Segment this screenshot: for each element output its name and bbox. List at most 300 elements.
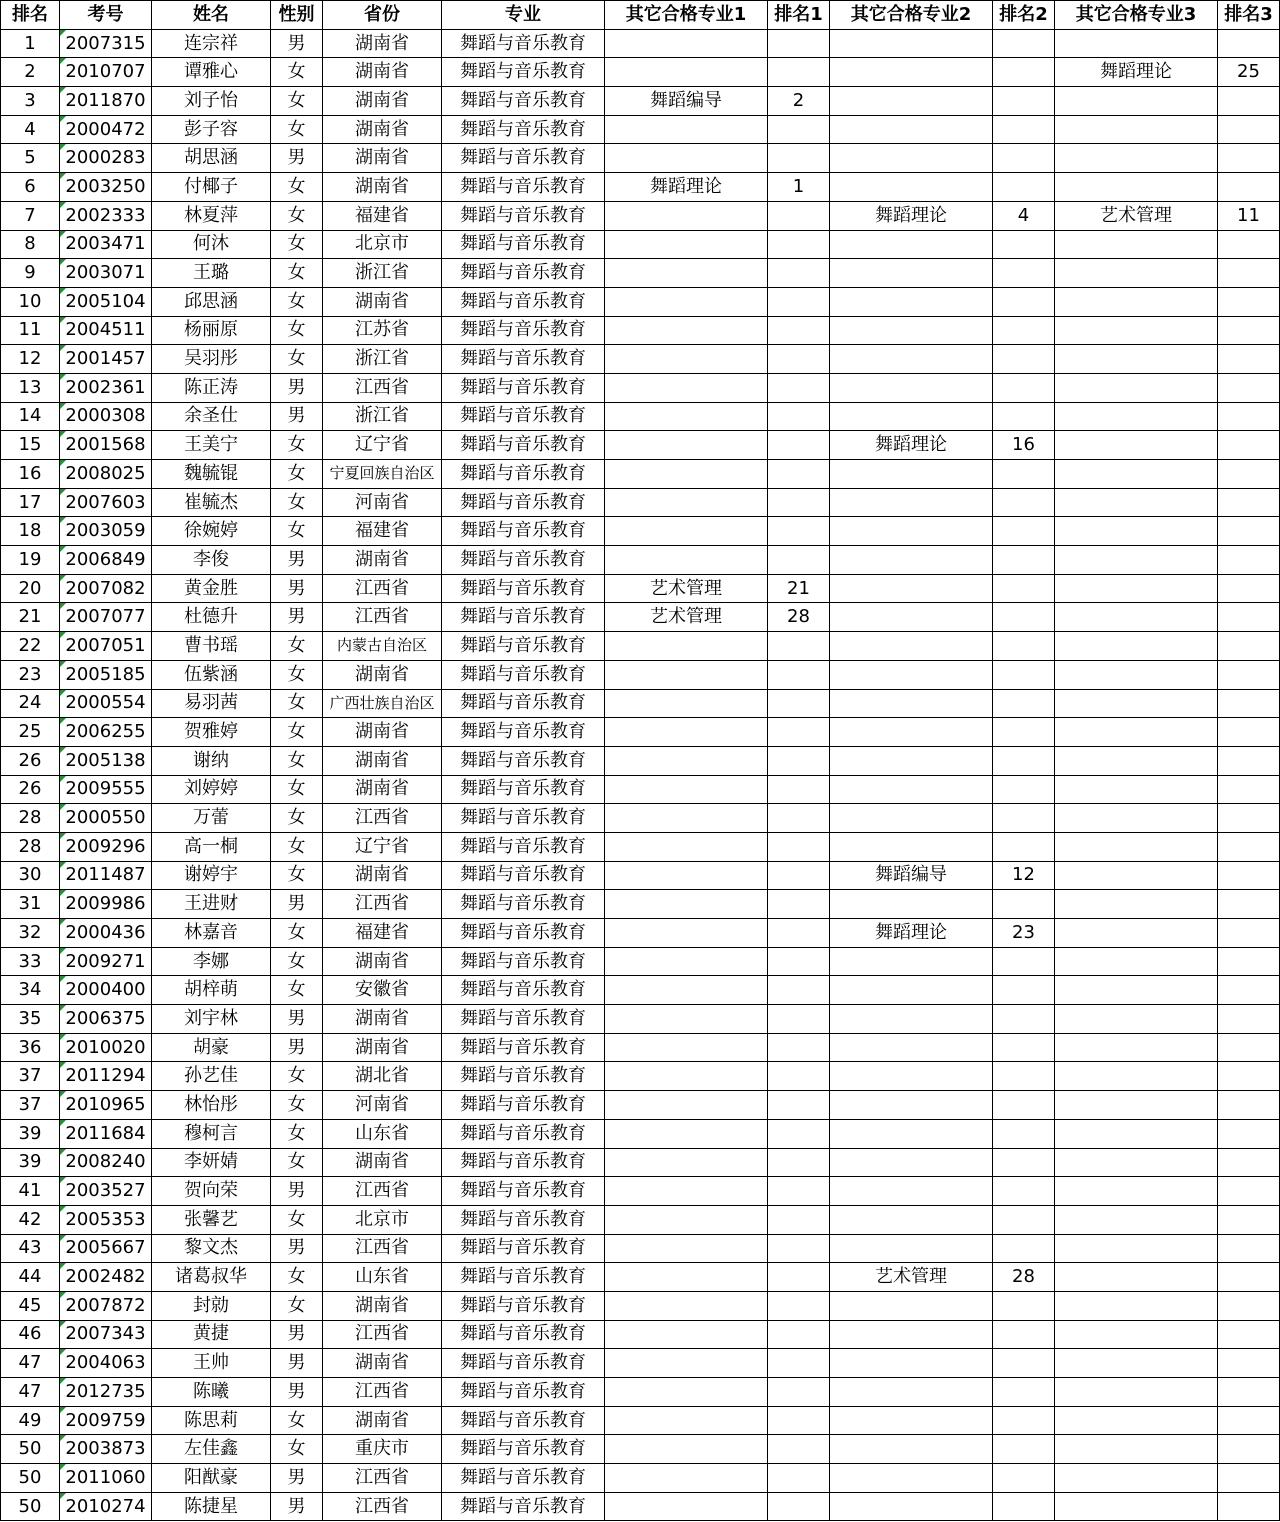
cell-rank-1[interactable]: 2 <box>768 87 830 116</box>
cell-name[interactable]: 易羽茜 <box>152 689 271 718</box>
cell-province[interactable]: 江西省 <box>323 1320 442 1349</box>
cell-rank[interactable]: 32 <box>1 919 60 948</box>
cell-rank-2[interactable]: 23 <box>993 919 1055 948</box>
cell-other-major-3[interactable] <box>1055 718 1218 747</box>
cell-other-major-1[interactable] <box>605 1464 768 1493</box>
cell-gender[interactable]: 男 <box>271 29 323 58</box>
cell-rank-3[interactable] <box>1218 890 1280 919</box>
cell-rank[interactable]: 37 <box>1 1062 60 1091</box>
cell-rank-1[interactable] <box>768 632 830 661</box>
cell-exam-id[interactable]: 2000550 <box>60 804 152 833</box>
header-gender[interactable]: 性别 <box>271 1 323 30</box>
cell-rank-3[interactable] <box>1218 488 1280 517</box>
cell-other-major-3[interactable] <box>1055 316 1218 345</box>
cell-rank-2[interactable] <box>993 1464 1055 1493</box>
cell-major[interactable]: 舞蹈与音乐教育 <box>442 660 605 689</box>
cell-rank-3[interactable] <box>1218 431 1280 460</box>
cell-gender[interactable]: 女 <box>271 345 323 374</box>
cell-exam-id[interactable]: 2009296 <box>60 832 152 861</box>
cell-gender[interactable]: 男 <box>271 890 323 919</box>
cell-other-major-1[interactable] <box>605 1378 768 1407</box>
cell-province[interactable]: 河南省 <box>323 1091 442 1120</box>
cell-rank-2[interactable] <box>993 947 1055 976</box>
cell-exam-id[interactable]: 2005185 <box>60 660 152 689</box>
cell-rank-2[interactable] <box>993 746 1055 775</box>
cell-other-major-3[interactable] <box>1055 29 1218 58</box>
cell-other-major-2[interactable] <box>830 316 993 345</box>
cell-name[interactable]: 阳猷豪 <box>152 1464 271 1493</box>
cell-rank-2[interactable] <box>993 316 1055 345</box>
cell-other-major-3[interactable] <box>1055 1062 1218 1091</box>
cell-gender[interactable]: 女 <box>271 919 323 948</box>
cell-name[interactable]: 谢婷宇 <box>152 861 271 890</box>
cell-rank[interactable]: 10 <box>1 287 60 316</box>
cell-exam-id[interactable]: 2003527 <box>60 1177 152 1206</box>
cell-rank-1[interactable] <box>768 201 830 230</box>
cell-rank-2[interactable] <box>993 230 1055 259</box>
cell-major[interactable]: 舞蹈与音乐教育 <box>442 1205 605 1234</box>
cell-other-major-3[interactable] <box>1055 488 1218 517</box>
cell-rank-1[interactable] <box>768 1291 830 1320</box>
cell-other-major-2[interactable] <box>830 746 993 775</box>
cell-other-major-1[interactable] <box>605 230 768 259</box>
cell-province[interactable]: 重庆市 <box>323 1435 442 1464</box>
cell-other-major-2[interactable] <box>830 173 993 202</box>
header-other-major-1[interactable]: 其它合格专业1 <box>605 1 768 30</box>
cell-rank-2[interactable] <box>993 517 1055 546</box>
cell-major[interactable]: 舞蹈与音乐教育 <box>442 689 605 718</box>
cell-rank-3[interactable] <box>1218 1148 1280 1177</box>
cell-other-major-3[interactable] <box>1055 976 1218 1005</box>
cell-other-major-2[interactable] <box>830 804 993 833</box>
cell-other-major-2[interactable] <box>830 402 993 431</box>
cell-other-major-2[interactable]: 艺术管理 <box>830 1263 993 1292</box>
cell-gender[interactable]: 男 <box>271 1492 323 1521</box>
cell-rank-2[interactable] <box>993 488 1055 517</box>
cell-rank-3[interactable] <box>1218 1263 1280 1292</box>
cell-rank-3[interactable] <box>1218 1033 1280 1062</box>
cell-exam-id[interactable]: 2000436 <box>60 919 152 948</box>
cell-other-major-3[interactable] <box>1055 1492 1218 1521</box>
cell-gender[interactable]: 男 <box>271 1464 323 1493</box>
cell-rank-1[interactable] <box>768 517 830 546</box>
cell-other-major-3[interactable] <box>1055 574 1218 603</box>
cell-rank-2[interactable]: 4 <box>993 201 1055 230</box>
cell-rank[interactable]: 17 <box>1 488 60 517</box>
cell-other-major-2[interactable] <box>830 488 993 517</box>
cell-rank-3[interactable] <box>1218 804 1280 833</box>
cell-major[interactable]: 舞蹈与音乐教育 <box>442 517 605 546</box>
cell-major[interactable]: 舞蹈与音乐教育 <box>442 919 605 948</box>
cell-rank-1[interactable] <box>768 1205 830 1234</box>
cell-gender[interactable]: 女 <box>271 804 323 833</box>
cell-rank-2[interactable] <box>993 1205 1055 1234</box>
cell-major[interactable]: 舞蹈与音乐教育 <box>442 345 605 374</box>
cell-major[interactable]: 舞蹈与音乐教育 <box>442 29 605 58</box>
cell-other-major-2[interactable] <box>830 87 993 116</box>
cell-rank-1[interactable] <box>768 431 830 460</box>
cell-exam-id[interactable]: 2007343 <box>60 1320 152 1349</box>
cell-rank-3[interactable] <box>1218 976 1280 1005</box>
cell-rank-3[interactable] <box>1218 1205 1280 1234</box>
cell-rank-1[interactable] <box>768 29 830 58</box>
cell-province[interactable]: 福建省 <box>323 201 442 230</box>
cell-province[interactable]: 湖南省 <box>323 746 442 775</box>
cell-exam-id[interactable]: 2000400 <box>60 976 152 1005</box>
cell-other-major-3[interactable] <box>1055 1464 1218 1493</box>
cell-name[interactable]: 李妍婧 <box>152 1148 271 1177</box>
cell-rank[interactable]: 15 <box>1 431 60 460</box>
cell-other-major-2[interactable] <box>830 287 993 316</box>
cell-rank-3[interactable] <box>1218 316 1280 345</box>
cell-other-major-2[interactable] <box>830 1291 993 1320</box>
cell-other-major-2[interactable] <box>830 775 993 804</box>
cell-other-major-1[interactable]: 艺术管理 <box>605 603 768 632</box>
cell-rank-2[interactable] <box>993 775 1055 804</box>
cell-other-major-1[interactable] <box>605 115 768 144</box>
cell-other-major-3[interactable] <box>1055 173 1218 202</box>
cell-rank-1[interactable] <box>768 804 830 833</box>
cell-rank[interactable]: 28 <box>1 804 60 833</box>
cell-other-major-3[interactable] <box>1055 1320 1218 1349</box>
cell-province[interactable]: 福建省 <box>323 517 442 546</box>
cell-gender[interactable]: 男 <box>271 1033 323 1062</box>
cell-rank-3[interactable] <box>1218 1435 1280 1464</box>
cell-gender[interactable]: 男 <box>271 1349 323 1378</box>
cell-name[interactable]: 付椰子 <box>152 173 271 202</box>
cell-exam-id[interactable]: 2010965 <box>60 1091 152 1120</box>
cell-province[interactable]: 宁夏回族自治区 <box>323 460 442 489</box>
cell-rank-3[interactable]: 25 <box>1218 58 1280 87</box>
cell-rank-1[interactable] <box>768 345 830 374</box>
cell-name[interactable]: 胡豪 <box>152 1033 271 1062</box>
cell-other-major-2[interactable] <box>830 832 993 861</box>
cell-name[interactable]: 万蕾 <box>152 804 271 833</box>
cell-other-major-1[interactable] <box>605 1205 768 1234</box>
cell-rank-3[interactable] <box>1218 345 1280 374</box>
cell-rank-3[interactable] <box>1218 1062 1280 1091</box>
cell-major[interactable]: 舞蹈与音乐教育 <box>442 603 605 632</box>
cell-rank-3[interactable] <box>1218 1492 1280 1521</box>
cell-rank-1[interactable] <box>768 1177 830 1206</box>
cell-gender[interactable]: 女 <box>271 201 323 230</box>
cell-rank-3[interactable] <box>1218 373 1280 402</box>
cell-gender[interactable]: 女 <box>271 1091 323 1120</box>
cell-province[interactable]: 内蒙古自治区 <box>323 632 442 661</box>
cell-major[interactable]: 舞蹈与音乐教育 <box>442 1177 605 1206</box>
cell-rank-2[interactable] <box>993 1320 1055 1349</box>
cell-gender[interactable]: 男 <box>271 1234 323 1263</box>
cell-major[interactable]: 舞蹈与音乐教育 <box>442 1291 605 1320</box>
cell-other-major-2[interactable] <box>830 345 993 374</box>
cell-rank-1[interactable] <box>768 689 830 718</box>
cell-other-major-1[interactable] <box>605 947 768 976</box>
cell-name[interactable]: 胡梓萌 <box>152 976 271 1005</box>
cell-other-major-3[interactable]: 舞蹈理论 <box>1055 58 1218 87</box>
cell-gender[interactable]: 女 <box>271 488 323 517</box>
cell-name[interactable]: 刘子怡 <box>152 87 271 116</box>
cell-other-major-2[interactable] <box>830 603 993 632</box>
cell-rank-1[interactable] <box>768 1464 830 1493</box>
cell-gender[interactable]: 男 <box>271 574 323 603</box>
cell-province[interactable]: 湖南省 <box>323 718 442 747</box>
cell-exam-id[interactable]: 2003059 <box>60 517 152 546</box>
cell-rank-2[interactable] <box>993 632 1055 661</box>
cell-province[interactable]: 北京市 <box>323 230 442 259</box>
cell-rank[interactable]: 44 <box>1 1263 60 1292</box>
cell-gender[interactable]: 男 <box>271 1378 323 1407</box>
cell-rank-2[interactable] <box>993 1033 1055 1062</box>
cell-other-major-1[interactable] <box>605 832 768 861</box>
cell-province[interactable]: 浙江省 <box>323 402 442 431</box>
cell-gender[interactable]: 女 <box>271 861 323 890</box>
cell-other-major-3[interactable] <box>1055 890 1218 919</box>
cell-name[interactable]: 谢纳 <box>152 746 271 775</box>
cell-name[interactable]: 孙艺佳 <box>152 1062 271 1091</box>
cell-gender[interactable]: 女 <box>271 87 323 116</box>
cell-rank-2[interactable] <box>993 115 1055 144</box>
cell-province[interactable]: 山东省 <box>323 1119 442 1148</box>
cell-other-major-2[interactable]: 舞蹈理论 <box>830 919 993 948</box>
cell-rank[interactable]: 50 <box>1 1435 60 1464</box>
cell-province[interactable]: 北京市 <box>323 1205 442 1234</box>
cell-province[interactable]: 湖南省 <box>323 1291 442 1320</box>
cell-other-major-3[interactable] <box>1055 632 1218 661</box>
cell-exam-id[interactable]: 2007315 <box>60 29 152 58</box>
cell-province[interactable]: 山东省 <box>323 1263 442 1292</box>
cell-other-major-2[interactable] <box>830 1464 993 1493</box>
cell-major[interactable]: 舞蹈与音乐教育 <box>442 431 605 460</box>
header-rank-1[interactable]: 排名1 <box>768 1 830 30</box>
cell-other-major-1[interactable] <box>605 746 768 775</box>
cell-major[interactable]: 舞蹈与音乐教育 <box>442 1406 605 1435</box>
cell-rank-2[interactable] <box>993 87 1055 116</box>
cell-rank-3[interactable] <box>1218 115 1280 144</box>
cell-gender[interactable]: 女 <box>271 230 323 259</box>
cell-rank-2[interactable] <box>993 58 1055 87</box>
cell-other-major-1[interactable] <box>605 890 768 919</box>
cell-other-major-2[interactable] <box>830 1005 993 1034</box>
cell-other-major-3[interactable] <box>1055 460 1218 489</box>
cell-other-major-3[interactable] <box>1055 603 1218 632</box>
cell-exam-id[interactable]: 2006255 <box>60 718 152 747</box>
cell-name[interactable]: 谭雅心 <box>152 58 271 87</box>
cell-other-major-3[interactable] <box>1055 1378 1218 1407</box>
cell-province[interactable]: 湖南省 <box>323 546 442 575</box>
cell-exam-id[interactable]: 2006375 <box>60 1005 152 1034</box>
cell-rank-1[interactable] <box>768 1091 830 1120</box>
cell-other-major-1[interactable] <box>605 660 768 689</box>
cell-rank-1[interactable] <box>768 1406 830 1435</box>
cell-exam-id[interactable]: 2007051 <box>60 632 152 661</box>
cell-rank-2[interactable] <box>993 660 1055 689</box>
cell-rank-3[interactable] <box>1218 603 1280 632</box>
cell-rank[interactable]: 25 <box>1 718 60 747</box>
cell-major[interactable]: 舞蹈与音乐教育 <box>442 976 605 1005</box>
cell-other-major-3[interactable] <box>1055 1091 1218 1120</box>
cell-other-major-3[interactable] <box>1055 87 1218 116</box>
cell-province[interactable]: 湖南省 <box>323 660 442 689</box>
cell-other-major-2[interactable] <box>830 259 993 288</box>
cell-other-major-3[interactable] <box>1055 259 1218 288</box>
cell-other-major-2[interactable] <box>830 546 993 575</box>
cell-rank-2[interactable]: 28 <box>993 1263 1055 1292</box>
cell-province[interactable]: 安徽省 <box>323 976 442 1005</box>
cell-rank-2[interactable] <box>993 718 1055 747</box>
cell-name[interactable]: 王帅 <box>152 1349 271 1378</box>
cell-gender[interactable]: 女 <box>271 1263 323 1292</box>
cell-rank-2[interactable] <box>993 402 1055 431</box>
cell-province[interactable]: 湖南省 <box>323 173 442 202</box>
cell-rank-3[interactable] <box>1218 230 1280 259</box>
cell-exam-id[interactable]: 2008240 <box>60 1148 152 1177</box>
cell-province[interactable]: 湖南省 <box>323 1005 442 1034</box>
cell-name[interactable]: 穆柯言 <box>152 1119 271 1148</box>
cell-rank-2[interactable] <box>993 1234 1055 1263</box>
cell-province[interactable]: 辽宁省 <box>323 431 442 460</box>
cell-rank-3[interactable] <box>1218 1091 1280 1120</box>
cell-rank-3[interactable] <box>1218 718 1280 747</box>
cell-major[interactable]: 舞蹈与音乐教育 <box>442 58 605 87</box>
header-rank-2[interactable]: 排名2 <box>993 1 1055 30</box>
cell-other-major-2[interactable] <box>830 1378 993 1407</box>
cell-name[interactable]: 诸葛叔华 <box>152 1263 271 1292</box>
cell-gender[interactable]: 女 <box>271 1205 323 1234</box>
cell-other-major-1[interactable] <box>605 488 768 517</box>
cell-exam-id[interactable]: 2010707 <box>60 58 152 87</box>
cell-rank-2[interactable] <box>993 1349 1055 1378</box>
cell-rank-3[interactable] <box>1218 517 1280 546</box>
cell-exam-id[interactable]: 2010274 <box>60 1492 152 1521</box>
cell-major[interactable]: 舞蹈与音乐教育 <box>442 1005 605 1034</box>
cell-rank-2[interactable] <box>993 1062 1055 1091</box>
cell-name[interactable]: 林夏萍 <box>152 201 271 230</box>
cell-other-major-3[interactable] <box>1055 1435 1218 1464</box>
cell-other-major-2[interactable]: 舞蹈编导 <box>830 861 993 890</box>
cell-rank-2[interactable] <box>993 832 1055 861</box>
cell-province[interactable]: 江西省 <box>323 1177 442 1206</box>
cell-rank-2[interactable] <box>993 173 1055 202</box>
cell-other-major-3[interactable] <box>1055 1349 1218 1378</box>
cell-rank[interactable]: 37 <box>1 1091 60 1120</box>
cell-other-major-1[interactable] <box>605 345 768 374</box>
cell-rank-3[interactable] <box>1218 632 1280 661</box>
cell-rank-2[interactable]: 12 <box>993 861 1055 890</box>
cell-rank-3[interactable] <box>1218 29 1280 58</box>
cell-other-major-1[interactable] <box>605 402 768 431</box>
cell-other-major-3[interactable] <box>1055 1263 1218 1292</box>
cell-other-major-2[interactable] <box>830 517 993 546</box>
cell-province[interactable]: 江西省 <box>323 1492 442 1521</box>
cell-major[interactable]: 舞蹈与音乐教育 <box>442 1033 605 1062</box>
cell-major[interactable]: 舞蹈与音乐教育 <box>442 488 605 517</box>
cell-rank[interactable]: 50 <box>1 1464 60 1493</box>
cell-province[interactable]: 湖南省 <box>323 775 442 804</box>
cell-other-major-3[interactable] <box>1055 861 1218 890</box>
cell-other-major-2[interactable] <box>830 1234 993 1263</box>
cell-other-major-2[interactable] <box>830 1177 993 1206</box>
cell-gender[interactable]: 女 <box>271 660 323 689</box>
cell-other-major-1[interactable] <box>605 546 768 575</box>
cell-exam-id[interactable]: 2000308 <box>60 402 152 431</box>
cell-name[interactable]: 张馨艺 <box>152 1205 271 1234</box>
cell-rank-2[interactable] <box>993 29 1055 58</box>
cell-other-major-2[interactable] <box>830 689 993 718</box>
cell-rank-2[interactable] <box>993 546 1055 575</box>
cell-rank-3[interactable] <box>1218 460 1280 489</box>
cell-rank-3[interactable] <box>1218 287 1280 316</box>
cell-other-major-3[interactable] <box>1055 115 1218 144</box>
cell-other-major-3[interactable] <box>1055 1177 1218 1206</box>
cell-rank-1[interactable] <box>768 144 830 173</box>
cell-rank[interactable]: 47 <box>1 1349 60 1378</box>
cell-province[interactable]: 福建省 <box>323 919 442 948</box>
cell-gender[interactable]: 女 <box>271 259 323 288</box>
cell-major[interactable]: 舞蹈与音乐教育 <box>442 746 605 775</box>
cell-gender[interactable]: 男 <box>271 1005 323 1034</box>
cell-other-major-3[interactable] <box>1055 373 1218 402</box>
cell-other-major-3[interactable] <box>1055 546 1218 575</box>
cell-other-major-2[interactable] <box>830 632 993 661</box>
cell-rank[interactable]: 30 <box>1 861 60 890</box>
cell-province[interactable]: 江西省 <box>323 1464 442 1493</box>
cell-major[interactable]: 舞蹈与音乐教育 <box>442 832 605 861</box>
cell-rank-2[interactable] <box>993 287 1055 316</box>
cell-rank[interactable]: 4 <box>1 115 60 144</box>
cell-rank-2[interactable] <box>993 689 1055 718</box>
cell-rank[interactable]: 13 <box>1 373 60 402</box>
cell-rank[interactable]: 7 <box>1 201 60 230</box>
cell-province[interactable]: 湖南省 <box>323 1349 442 1378</box>
cell-rank[interactable]: 24 <box>1 689 60 718</box>
cell-rank-2[interactable] <box>993 804 1055 833</box>
cell-other-major-1[interactable] <box>605 1263 768 1292</box>
cell-major[interactable]: 舞蹈与音乐教育 <box>442 115 605 144</box>
cell-other-major-1[interactable] <box>605 1119 768 1148</box>
cell-other-major-1[interactable] <box>605 1005 768 1034</box>
cell-exam-id[interactable]: 2000283 <box>60 144 152 173</box>
cell-major[interactable]: 舞蹈与音乐教育 <box>442 316 605 345</box>
cell-other-major-3[interactable] <box>1055 1033 1218 1062</box>
cell-rank-2[interactable] <box>993 1177 1055 1206</box>
cell-rank-3[interactable] <box>1218 1378 1280 1407</box>
cell-major[interactable]: 舞蹈与音乐教育 <box>442 173 605 202</box>
cell-name[interactable]: 伍紫涵 <box>152 660 271 689</box>
cell-gender[interactable]: 女 <box>271 1406 323 1435</box>
cell-name[interactable]: 陈思莉 <box>152 1406 271 1435</box>
cell-rank-3[interactable] <box>1218 832 1280 861</box>
cell-major[interactable]: 舞蹈与音乐教育 <box>442 1234 605 1263</box>
cell-other-major-2[interactable] <box>830 976 993 1005</box>
cell-rank-3[interactable] <box>1218 861 1280 890</box>
cell-exam-id[interactable]: 2001457 <box>60 345 152 374</box>
cell-name[interactable]: 陈曦 <box>152 1378 271 1407</box>
cell-major[interactable]: 舞蹈与音乐教育 <box>442 460 605 489</box>
cell-other-major-3[interactable] <box>1055 775 1218 804</box>
cell-rank-1[interactable] <box>768 230 830 259</box>
cell-province[interactable]: 辽宁省 <box>323 832 442 861</box>
cell-rank-1[interactable] <box>768 1119 830 1148</box>
cell-name[interactable]: 李俊 <box>152 546 271 575</box>
cell-other-major-3[interactable] <box>1055 832 1218 861</box>
cell-name[interactable]: 贺向荣 <box>152 1177 271 1206</box>
cell-rank-3[interactable] <box>1218 173 1280 202</box>
cell-major[interactable]: 舞蹈与音乐教育 <box>442 287 605 316</box>
cell-rank-2[interactable] <box>993 1119 1055 1148</box>
header-major[interactable]: 专业 <box>442 1 605 30</box>
cell-province[interactable]: 湖南省 <box>323 115 442 144</box>
cell-other-major-2[interactable] <box>830 1091 993 1120</box>
